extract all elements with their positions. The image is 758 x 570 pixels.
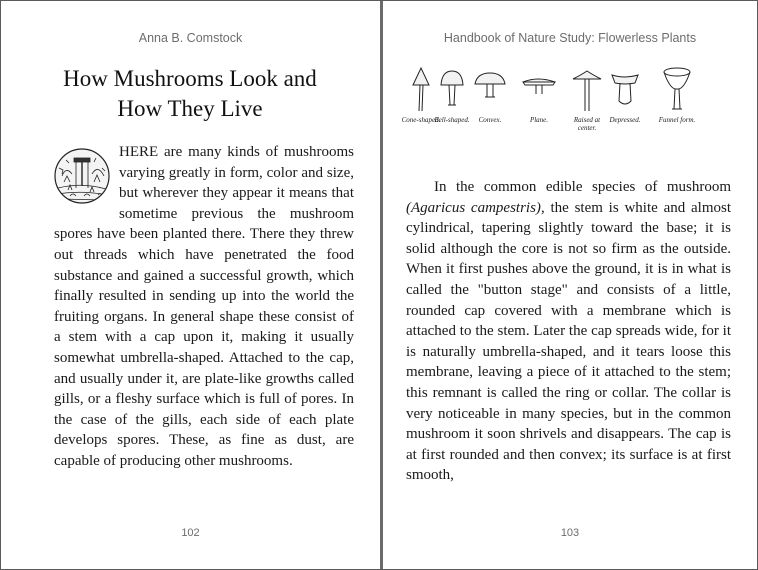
left-page[interactable]: [1, 1, 380, 569]
label-plane: Plane.: [529, 116, 549, 124]
page-header-author: Anna B. Comstock: [138, 31, 243, 45]
right-page[interactable]: [383, 1, 757, 569]
chapter-title-line-1: How Mushrooms Look and: [63, 66, 317, 91]
paragraph-lead: In the common edible species of mushroom: [434, 179, 731, 195]
page-number-left: 102: [181, 527, 200, 539]
species-name: (Agaricus campestris): [406, 199, 541, 216]
page-header-book-title: Handbook of Nature Study: Flowerless Plants: [443, 31, 697, 45]
label-cone-shaped: Cone-shaped.: [401, 116, 441, 124]
paragraph-rest: , the stem is white and almost cylindrical, tapering slightly toward the base; it is solid although the core is not so firm as the outside. When it first pushes above the ground, it is in what is called the "button stage" and consists of a little, rounded cap covered with a membrane which is attached to the stem. Later the cap spreads wide, for it is naturally umbrella-shaped, and it tears loose this membrane, leaving a piece of it attached to the stem; this remnant is called the ring or collar. The collar is very noticeable in many species, but in the common mushroom it soon shrivels and disappears. The cap is at first rounded and then convex; its surface is at first smooth,: [406, 199, 732, 484]
mushroom-description-paragraph: [406, 177, 731, 486]
label-depressed: Depressed.: [609, 116, 641, 124]
opening-paragraph: HERE are many kinds of mushrooms varying greatly in form, color and size, but wherever they appear it means that sometime previous the mushroom spores have been planted there. There they threw out threads which have penetrated the food substance and gained a successful growth, which finally resulted in sending up into the world the fruiting organs. In general shape these consist of a stem with a cap upon it, making it usually somewhat umbrella-shaped. Attached to the cap, and usually under it, are plate-like growths called gills, or a fleshy surface which is full of pores. In the case of the gills, each side of each plate develops spores. These, as fine as dust, are capable of producing other mushrooms.: [54, 144, 354, 469]
mushroom-shapes-illustration: [405, 65, 705, 117]
label-funnel-form: Funnel form.: [658, 116, 696, 124]
right-body-text: [406, 177, 731, 486]
chapter-title-line-2: How They Live: [117, 96, 263, 121]
label-convex: Convex.: [478, 116, 502, 124]
label-raised-at-center: Raised at center.: [573, 116, 601, 132]
page-number-right: 103: [560, 527, 580, 539]
label-bell-shaped: Bell-shaped.: [434, 116, 470, 124]
drop-cap-illustration: [54, 148, 110, 204]
left-body-text: [54, 142, 354, 472]
chapter-title: [25, 64, 355, 124]
mushroom-cap-shapes-figure: [401, 65, 705, 141]
